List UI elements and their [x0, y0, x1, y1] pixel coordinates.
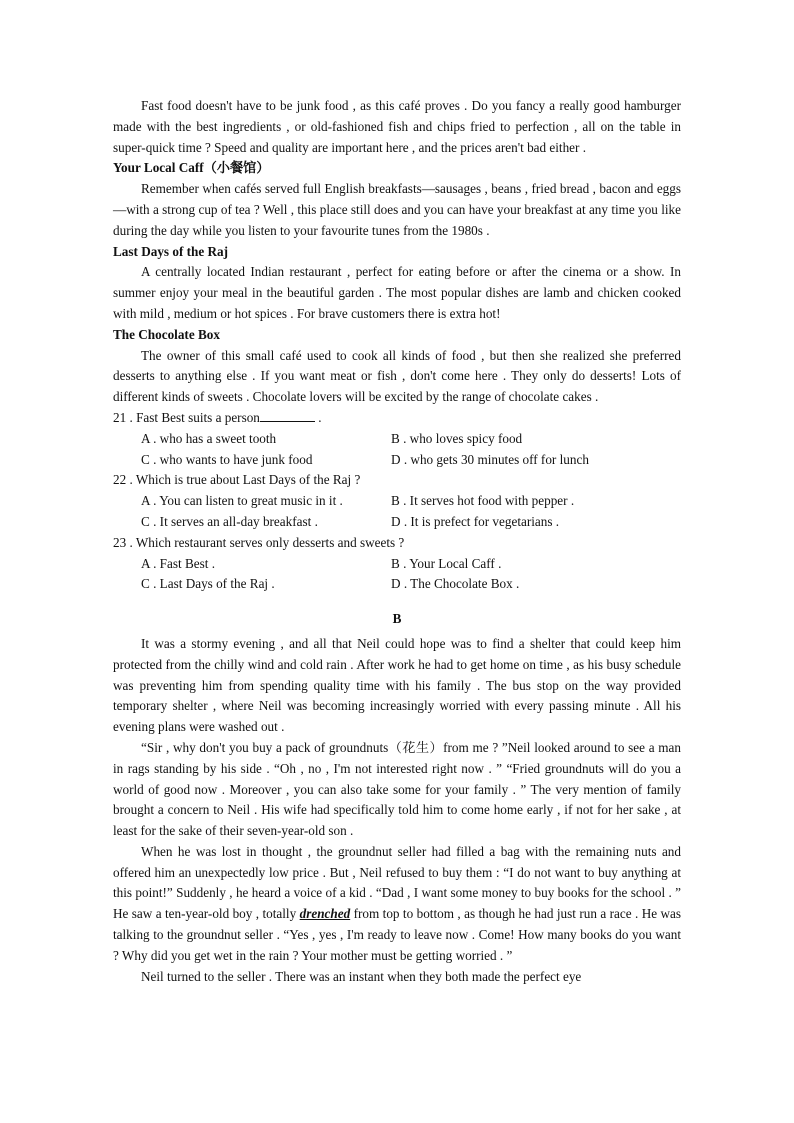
option-b: B . Your Local Caff . [391, 555, 502, 571]
option-a: A . You can listen to great music in it . [141, 493, 343, 509]
answer-blank [260, 409, 315, 422]
option-b: B . It serves hot food with pepper . [391, 493, 575, 509]
question-22: 22 . Which is true about Last Days of the Raj ? [113, 472, 361, 488]
section-heading-local-caff: Your Local Caff（小餐馆） [113, 160, 270, 176]
options-row [113, 429, 681, 450]
options-row [113, 491, 681, 512]
question-23: 23 . Which restaurant serves only desserts and sweets ? [113, 534, 405, 550]
passage-b-paragraph-3 [113, 842, 681, 967]
passage-a-intro: Fast food doesn't have to be junk food , as this café proves . Do you fancy a really good hamburger made with the best ingredients , or old-fashioned fish and chips fried to perfection , all on the table in super-quick time ? Speed and quality are important here , and the prices aren't bad either . [113, 98, 681, 155]
passage-b-paragraph-1: It was a stormy evening , and all that Neil could hope was to find a shelter that could keep him protected from the chilly wind and cold rain . After work he had to get home on time , as his busy schedule was preventing him from spending quality time with his family . The bus stop on the way provided temporary shelter , where Neil was becoming increasingly worried with every passing minute . All his evening plans were washed out . [113, 635, 681, 735]
option-c: C . It serves an all-day breakfast . [141, 513, 318, 529]
option-d: D . who gets 30 minutes off for lunch [391, 451, 589, 467]
option-a: A . Fast Best . [141, 555, 216, 571]
question-21 [113, 408, 681, 429]
option-d: D . It is prefect for vegetarians . [391, 513, 560, 529]
passage-b-paragraph-4: Neil turned to the seller . There was an instant when they both made the perfect eye [141, 968, 582, 984]
section-text-raj: A centrally located Indian restaurant , perfect for eating before or after the cinema or a show. In summer enjoy your meal in the beautiful garden . The most popular dishes are lamb and chicken cooked with mild , medium or hot spices . For brave customers there is extra hot! [113, 264, 681, 321]
options-row [113, 574, 681, 595]
question-21-stem: 21 . Fast Best suits a person [113, 409, 260, 425]
question-21-stem-end: . [314, 409, 322, 425]
passage-b-title: B [392, 611, 402, 627]
paragraph-3-text-before: When he was lost in thought , the groundnut seller had filled a bag with the remaining nuts and offered him an unexpectedly low price . But , Neil refused to buy them : “I do not want to buy anything at this point!” Suddenly , he heard a voice of a kid . “Dad , I want some money to buy books for the school . ” He saw a ten-year-old boy , totally [113, 843, 681, 922]
options-row [113, 450, 681, 471]
document-page [113, 96, 681, 987]
section-heading-chocolate-box: The Chocolate Box [113, 326, 220, 342]
passage-b-paragraph-2: “Sir , why don't you buy a pack of groundnuts（花生）from me ? ”Neil looked around to see a man in rags standing by his side . “Oh , no , I'm not interested right now . ” “Fried groundnuts will do you a world of good now . Moreover , you can also take some for your family . ” The very mention of family brought a concern to Neil . His wife had specifically told him to come home early , if not for her sake , at least for the sake of their seven-year-old son . [113, 739, 681, 839]
section-text-local-caff: Remember when cafés served full English breakfasts—sausages , beans , fried bread , bacon and eggs—with a strong cup of tea ? Well , this place still does and you can have your breakfast at any time you like during the day while you listen to your favourite tunes from the 1980s . [113, 181, 681, 238]
option-a: A . who has a sweet tooth [141, 430, 277, 446]
section-text-chocolate-box: The owner of this small café used to cook all kinds of food , but then she realized she preferred desserts to anything else . If you want meat or fish , don't come here . They only do desserts! Lots of different kinds of sweets . Chocolate lovers will be excited by the range of chocolate cakes . [113, 347, 681, 405]
paragraph-3-text-after: from top to bottom , as though he had just run a race . He was talking to the groundnut seller . “Yes , yes , I'm ready to leave now . Come! How many books do you want ? Why did you get wet in the rain ? Your mother must be getting worried . ” [113, 906, 682, 963]
highlighted-word: drenched [299, 906, 351, 922]
options-row [113, 554, 681, 575]
option-d: D . The Chocolate Box . [391, 576, 520, 592]
option-c: C . Last Days of the Raj . [141, 576, 275, 592]
options-row [113, 512, 681, 533]
section-heading-raj: Last Days of the Raj [113, 243, 229, 259]
option-b: B . who loves spicy food [391, 430, 523, 446]
option-c: C . who wants to have junk food [141, 451, 313, 467]
